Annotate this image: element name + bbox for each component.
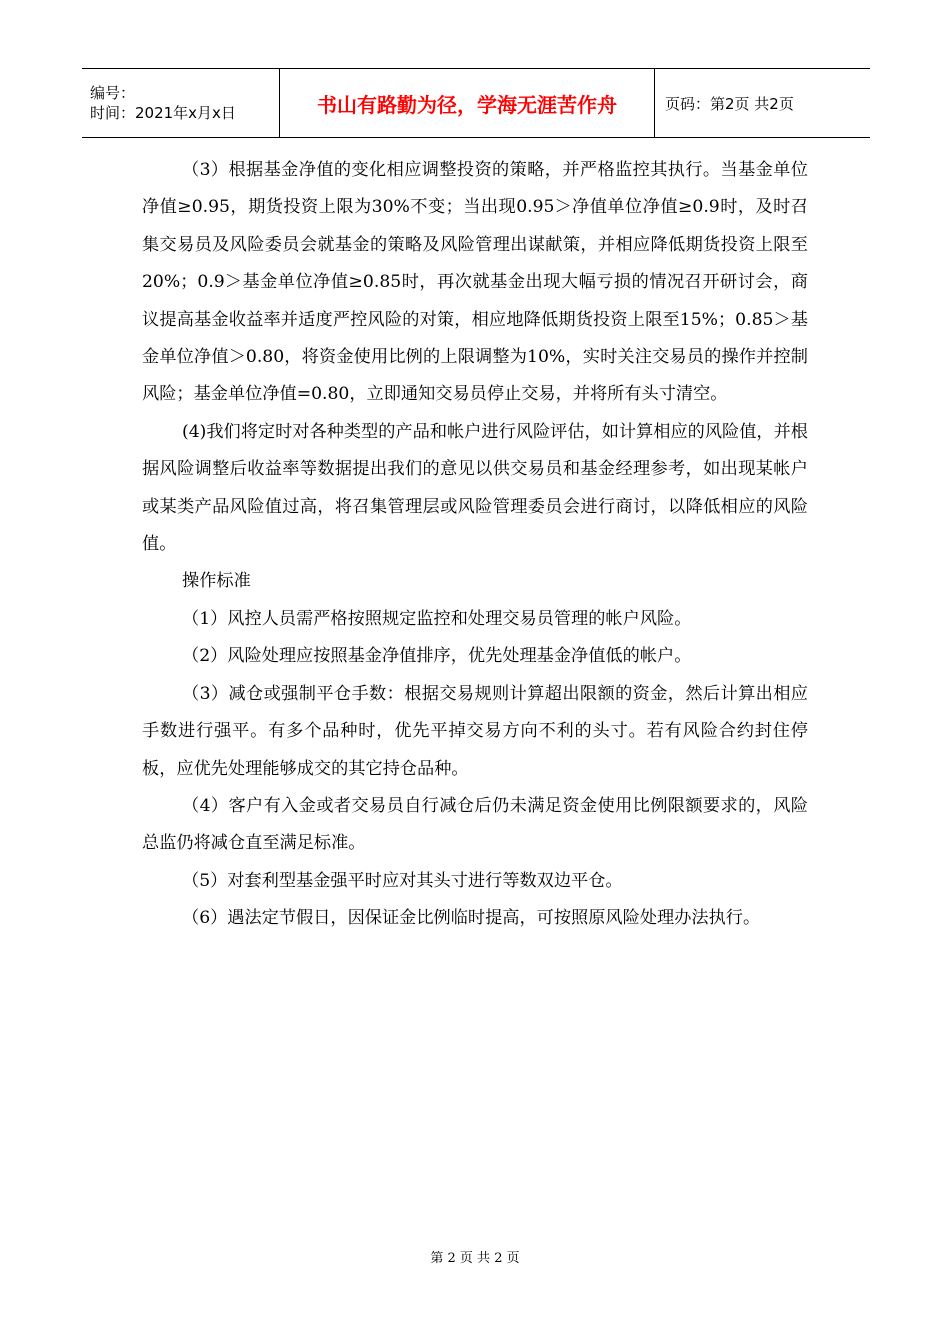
document-number-label: 编号： (90, 84, 136, 102)
standard-item-4: （4）客户有入金或者交易员自行减仓后仍未满足资金使用比例限额要求的，风险总监仍将减仓直至满足标准。 (142, 795, 808, 854)
page-number-label: 页码：第2页 共2页 (665, 94, 794, 113)
paragraph-risk-evaluation: (4)我们将定时对各种类型的产品和帐户进行风险评估，如计算相应的风险值，并根据风险调整后收益率等数据提出我们的意见以供交易员和基金经理参考，如出现某帐户或某类产品风险值过高，将召集管理层或风险管理委员会进行商讨，以降低相应的风险值。 (142, 421, 808, 555)
standard-item-3: （3）减仓或强制平仓手数：根据交易规则计算超出限额的资金，然后计算出相应手数进行强平。有多个品种时，优先平掉交易方向不利的头寸。若有风险合约封住停板，应优先处理能够成交的其它持仓品种。 (142, 683, 808, 779)
standard-item-6: （6）遇法定节假日，因保证金比例临时提高，可按照原风险处理办法执行。 (182, 908, 761, 929)
footer-page-number: 第 2 页 共 2 页 (430, 1251, 520, 1266)
header-motto (280, 69, 655, 137)
document-body (142, 152, 808, 938)
standard-item-5: （5）对套利型基金强平时应对其头寸进行等数双边平仓。 (182, 870, 623, 891)
standard-item-2: （2）风险处理应按照基金净值排序，优先处理基金净值低的帐户。 (182, 646, 692, 667)
motto-text: 书山有路勤为径，学海无涯苦作舟 (317, 92, 617, 117)
section-heading-operation-standards: 操作标准 (182, 571, 251, 592)
document-header (82, 68, 870, 138)
standard-item-1: （1）风控人员需严格按照规定监控和处理交易员管理的帐户风险。 (182, 608, 692, 629)
paragraph-nav-strategy: （3）根据基金净值的变化相应调整投资的策略，并严格监控其执行。当基金单位净值≥0.95，期货投资上限为30%不变；当出现0.95＞净值单位净值≥0.9时，及时召集交易员及风险委员会就基金的策略及风险管理出谋献策，并相应降低期货投资上限至20%；0.9＞基金单位净值≥0.85时，再次就基金出现大幅亏损的情况召开研讨会，商议提高基金收益率并适度严控风险的对策，相应地降低期货投资上限至15%；0.85＞基金单位净值＞0.80，将资金使用比例的上限调整为10%，实时关注交易员的操作并控制风险；基金单位净值=0.80，立即通知交易员停止交易，并将所有头寸清空。 (142, 160, 808, 405)
document-date-label: 时间：2021年x月x日 (90, 104, 236, 122)
header-page-info (655, 69, 870, 137)
header-meta (82, 69, 280, 137)
page-footer (0, 1247, 950, 1266)
